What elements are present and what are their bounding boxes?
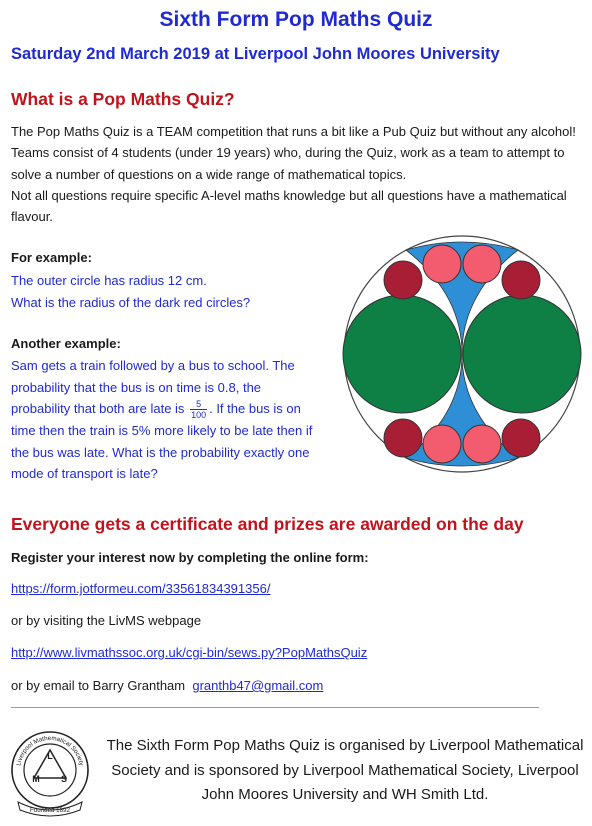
email-line — [11, 678, 323, 693]
logo-founded-text: Founded 1892 — [30, 807, 70, 814]
footer-divider — [11, 707, 539, 708]
webpage-intro: or by visiting the LivMS webpage — [11, 613, 202, 628]
dark-red-circle — [384, 419, 422, 457]
intro-paragraph-1: The Pop Maths Quiz is a TEAM competition that runs a bit like a Pub Quiz but without any alcohol! Teams consist of 4 students (under 19 years) who, during the Quiz, work as a team to attempt to solve a number of questions on a wide range of mathematical topics. — [11, 124, 576, 182]
logo-ring-text: Liverpool Mathematical Society — [15, 734, 85, 767]
example-1-text — [11, 270, 250, 313]
livms-logo-icon — [6, 722, 94, 818]
pink-circle — [463, 245, 501, 283]
example-1-label: For example: — [11, 250, 92, 265]
example-2-text-before: Sam gets a train followed by a bus to school. The probability that the bus is on time is 0.8, the probability that both are late is — [11, 358, 295, 416]
right-green-circle — [463, 295, 581, 413]
page-title: Sixth Form Pop Maths Quiz — [159, 8, 433, 31]
footer-sponsor-text: The Sixth Form Pop Maths Quiz is organised by Liverpool Mathematical Society and is sponsored by Liverpool Mathematical Society, Liverpool John Moores University and WH Smith Ltd. — [106, 737, 584, 803]
pink-circle — [423, 245, 461, 283]
event-date-venue: Saturday 2nd March 2019 at Liverpool John Moores University — [11, 45, 500, 63]
dark-red-circle — [384, 261, 422, 299]
intro-paragraph-2: Not all questions require specific A-level maths knowledge but all questions have a mathematical flavour. — [11, 187, 567, 225]
register-intro: Register your interest now by completing the online form: — [11, 550, 369, 565]
example-2-label: Another example: — [11, 336, 121, 351]
online-form-link[interactable]: https://form.jotformeu.com/33561834391356/ — [11, 581, 271, 596]
probability-fraction — [190, 399, 207, 420]
dark-red-circle — [502, 419, 540, 457]
fraction-numerator: 5 — [190, 399, 207, 410]
pink-circle — [463, 425, 501, 463]
example-1-line-1: The outer circle has radius 12 cm. — [11, 273, 207, 288]
pink-circle — [423, 425, 461, 463]
section-heading-what-is: What is a Pop Maths Quiz? — [11, 89, 235, 109]
intro-text — [11, 121, 581, 227]
email-intro: or by email to Barry Grantham — [11, 678, 186, 693]
email-link[interactable]: granthb47@gmail.com — [192, 678, 324, 693]
section-heading-certificate: Everyone gets a certificate and prizes are awarded on the day — [11, 514, 524, 534]
example-2-text-after: . If the bus is on time then the train is 5% more likely to be late then if the bus was late. What is the probability exactly one mode of transport is late? — [11, 401, 313, 482]
logo-letter-s: S — [60, 774, 68, 784]
example-1-line-2: What is the radius of the dark red circles? — [11, 294, 251, 310]
fraction-denominator: 100 — [191, 410, 207, 421]
circles-puzzle-diagram — [342, 234, 584, 476]
left-green-circle — [343, 295, 461, 413]
logo-letter-m: M — [32, 774, 40, 784]
example-2-text — [11, 355, 323, 485]
livms-webpage-link[interactable]: http://www.livmathssoc.org.uk/cgi-bin/sews.py?PopMathsQuiz — [11, 645, 368, 660]
dark-red-circle — [502, 261, 540, 299]
logo-letter-l: L — [47, 751, 53, 761]
